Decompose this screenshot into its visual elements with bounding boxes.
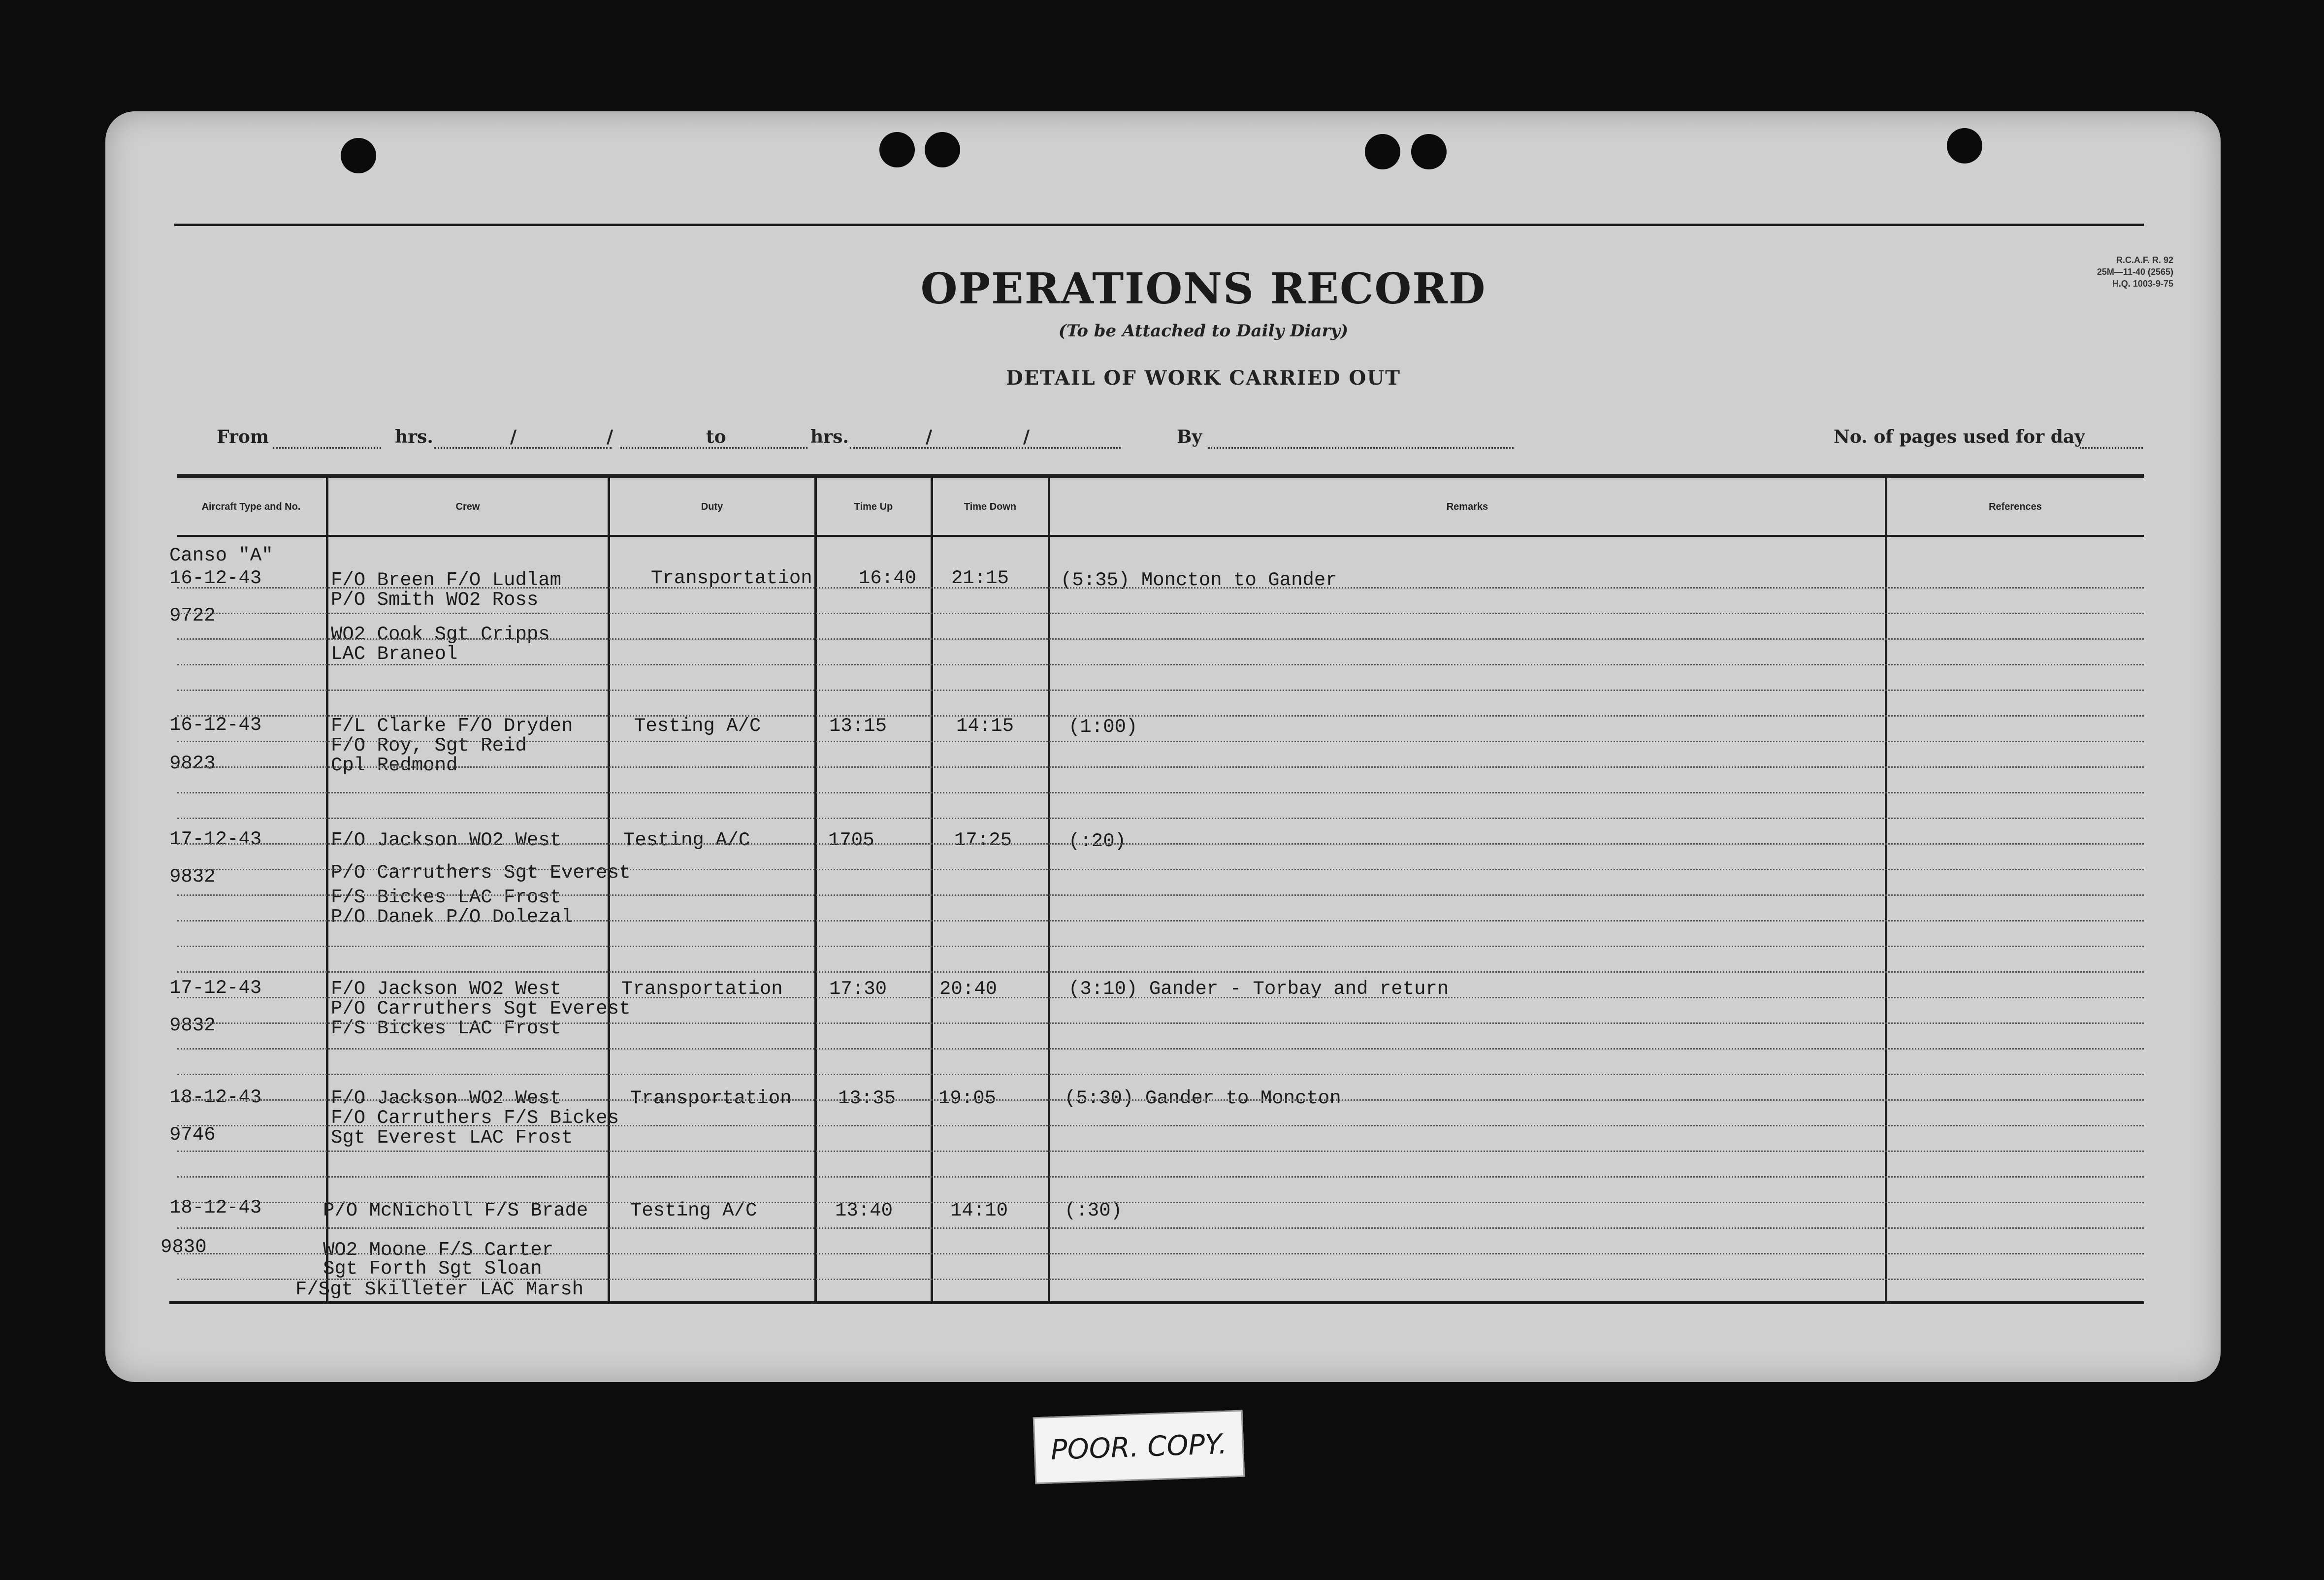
to-field [620, 447, 807, 449]
entry-crew-line: WO2 Moone F/S Carter [323, 1239, 554, 1261]
ruled-line [177, 869, 2144, 870]
entry-duty: Transportation [651, 567, 812, 589]
ruled-line [177, 690, 2144, 691]
entry-crew-line: F/Sgt Skilleter LAC Marsh [295, 1279, 584, 1300]
column-divider [931, 478, 933, 1302]
entry-date: 16-12-43 [169, 567, 262, 589]
ruled-line [177, 971, 2144, 973]
pages-field [2080, 447, 2143, 449]
entry-date: 17-12-43 [169, 828, 262, 850]
entry-crew-line: F/O Jackson WO2 West [331, 1087, 562, 1109]
ruled-line [177, 715, 2144, 717]
column-divider [814, 478, 817, 1302]
column-header-duty: Duty [701, 501, 723, 512]
entry-time-down: 14:15 [956, 715, 1014, 737]
by-label: By [1177, 427, 1202, 447]
column-header-time-down: Time Down [964, 501, 1017, 512]
from-label: From [217, 427, 269, 447]
ruled-line [177, 1279, 2144, 1280]
entry-aircraft-no: 9746 [169, 1124, 216, 1146]
entry-time-up: 13:15 [829, 715, 887, 737]
binder-hole [1411, 134, 1447, 169]
ruled-line [177, 1202, 2144, 1203]
entry-remarks: (3:10) Gander - Torbay and return [1068, 978, 1449, 1000]
form-ref-line: H.Q. 1003-9-75 [2112, 279, 2173, 289]
ruled-line [177, 1227, 2144, 1229]
form-ref-line: R.C.A.F. R. 92 [2116, 255, 2173, 265]
entry-aircraft-no: 9832 [169, 866, 216, 888]
column-header-crew: Crew [455, 501, 480, 512]
entry-date: 16-12-43 [169, 714, 262, 736]
aircraft-type: Canso "A" [169, 545, 273, 566]
entry-crew-line: F/S Bickes LAC Frost [331, 1018, 562, 1039]
date-slash: / [607, 427, 613, 447]
column-header-references: References [1989, 501, 2042, 512]
ruled-line [177, 1151, 2144, 1152]
ruled-line [177, 1074, 2144, 1075]
entry-aircraft-no: 9823 [169, 753, 216, 774]
ruled-line [177, 1099, 2144, 1101]
entry-crew-line: P/O Smith WO2 Ross [331, 589, 539, 611]
entry-crew-line: Sgt Everest LAC Frost [331, 1127, 573, 1149]
by-field [1208, 447, 1514, 449]
entry-time-up: 13:40 [835, 1200, 893, 1221]
entry-time-up: 13:35 [838, 1087, 896, 1109]
form-title: OPERATIONS RECORD [920, 264, 1486, 314]
entry-crew-line: P/O McNicholl F/S Brade [323, 1200, 588, 1221]
form-ref-line: 25M—11-40 (2565) [2097, 267, 2173, 277]
ruled-line [177, 766, 2144, 768]
entry-crew-line: F/O Jackson WO2 West [331, 829, 562, 851]
column-header-aircraft: Aircraft Type and No. [201, 501, 301, 512]
hrs-label: hrs. [810, 427, 849, 447]
ruled-line [177, 1125, 2144, 1126]
entry-time-up: 1705 [828, 829, 874, 851]
form-reference [1967, 254, 2173, 290]
entry-time-up: 17:30 [829, 978, 887, 1000]
ruled-line [177, 1176, 2144, 1178]
date-slash: / [510, 427, 517, 447]
entry-aircraft-no: 9722 [169, 605, 216, 626]
entry-remarks: (5:35) Moncton to Gander [1061, 569, 1337, 591]
ruled-line [177, 587, 2144, 589]
entry-remarks: (:20) [1068, 830, 1127, 852]
poor-copy-stamp: POOR. COPY. [1033, 1410, 1245, 1484]
form-subtitle: (To be Attached to Daily Diary) [1058, 321, 1349, 341]
entry-crew-line: LAC Braneol [331, 643, 458, 665]
entry-date: 17-12-43 [169, 977, 262, 999]
entry-aircraft-no: 9832 [169, 1015, 216, 1036]
table-top-rule [177, 474, 2144, 478]
entry-time-up: 16:40 [859, 567, 917, 589]
ruled-line [177, 792, 2144, 793]
date-slash: / [1023, 427, 1030, 447]
entry-crew-line: Cpl Redmond [331, 755, 458, 776]
entry-time-down: 19:05 [938, 1087, 997, 1109]
ruled-line [177, 894, 2144, 896]
operations-record-card [105, 111, 2221, 1382]
entry-remarks: (:30) [1065, 1200, 1123, 1221]
to-label: to [706, 427, 726, 447]
entry-time-down: 20:40 [939, 978, 998, 1000]
ruled-line [177, 1022, 2144, 1024]
entry-crew-line: P/O Carruthers Sgt Everest [331, 862, 631, 884]
entry-crew-line: F/S Bickes LAC Frost [331, 887, 562, 908]
ruled-line [177, 1048, 2144, 1050]
date-slash: / [926, 427, 933, 447]
ruled-line [177, 843, 2144, 845]
binder-hole [925, 132, 960, 167]
column-divider [1885, 478, 1887, 1302]
ruled-line [177, 997, 2144, 998]
from-date-field [434, 447, 612, 449]
table-bottom-rule [169, 1301, 2144, 1304]
entry-crew-line: F/O Roy, Sgt Reid [331, 735, 527, 757]
binder-hole [879, 132, 915, 167]
entry-crew-line: F/O Breen F/O Ludlam [331, 569, 562, 591]
binder-hole [1365, 134, 1400, 169]
entry-crew-line: WO2 Cook Sgt Cripps [331, 624, 550, 645]
column-divider [608, 478, 610, 1302]
ruled-line [177, 946, 2144, 947]
from-field [273, 447, 381, 449]
entry-aircraft-no: 9830 [161, 1236, 207, 1258]
entry-crew-line: F/O Carruthers F/S Bickes [331, 1107, 619, 1129]
entry-time-down: 21:15 [951, 567, 1009, 589]
ruled-line [177, 664, 2144, 665]
entry-date: 18-12-43 [169, 1086, 262, 1108]
pages-label: No. of pages used for day [1834, 427, 2085, 447]
ruled-line [177, 613, 2144, 614]
to-date-field [850, 447, 1121, 449]
header-bottom-rule [177, 535, 2144, 537]
binder-hole [1947, 128, 1982, 164]
entry-time-down: 17:25 [954, 829, 1012, 851]
column-header-remarks: Remarks [1446, 501, 1488, 512]
entry-remarks: (5:30) Gander to Moncton [1065, 1087, 1341, 1109]
entry-duty: Testing A/C [623, 829, 750, 851]
ruled-line [177, 741, 2144, 742]
entry-crew-line: P/O Danek P/O Dolezal [331, 906, 573, 928]
ruled-line [177, 818, 2144, 819]
entry-remarks: (1:00) [1068, 716, 1138, 738]
detail-heading: DETAIL OF WORK CARRIED OUT [1005, 366, 1401, 390]
column-header-time-up: Time Up [854, 501, 893, 512]
entry-duty: Transportation [630, 1087, 792, 1109]
entry-duty: Testing A/C [634, 715, 761, 737]
entry-crew-line: Sgt Forth Sgt Sloan [323, 1258, 542, 1280]
top-rule [174, 224, 2144, 226]
column-divider [326, 478, 328, 1302]
entry-crew-line: F/O Jackson WO2 West [331, 978, 562, 1000]
entry-date: 18-12-43 [169, 1197, 262, 1218]
entry-crew-line: P/O Carruthers Sgt Everest [331, 998, 631, 1020]
entry-time-down: 14:10 [950, 1200, 1008, 1221]
ruled-line [177, 920, 2144, 922]
entry-crew-line: F/L Clarke F/O Dryden [331, 715, 573, 737]
entry-duty: Testing A/C [630, 1200, 757, 1221]
column-divider [1048, 478, 1050, 1302]
ruled-line [177, 1253, 2144, 1254]
hrs-label: hrs. [395, 427, 433, 447]
entry-duty: Transportation [621, 978, 783, 1000]
ruled-line [177, 638, 2144, 640]
binder-hole [341, 138, 376, 173]
